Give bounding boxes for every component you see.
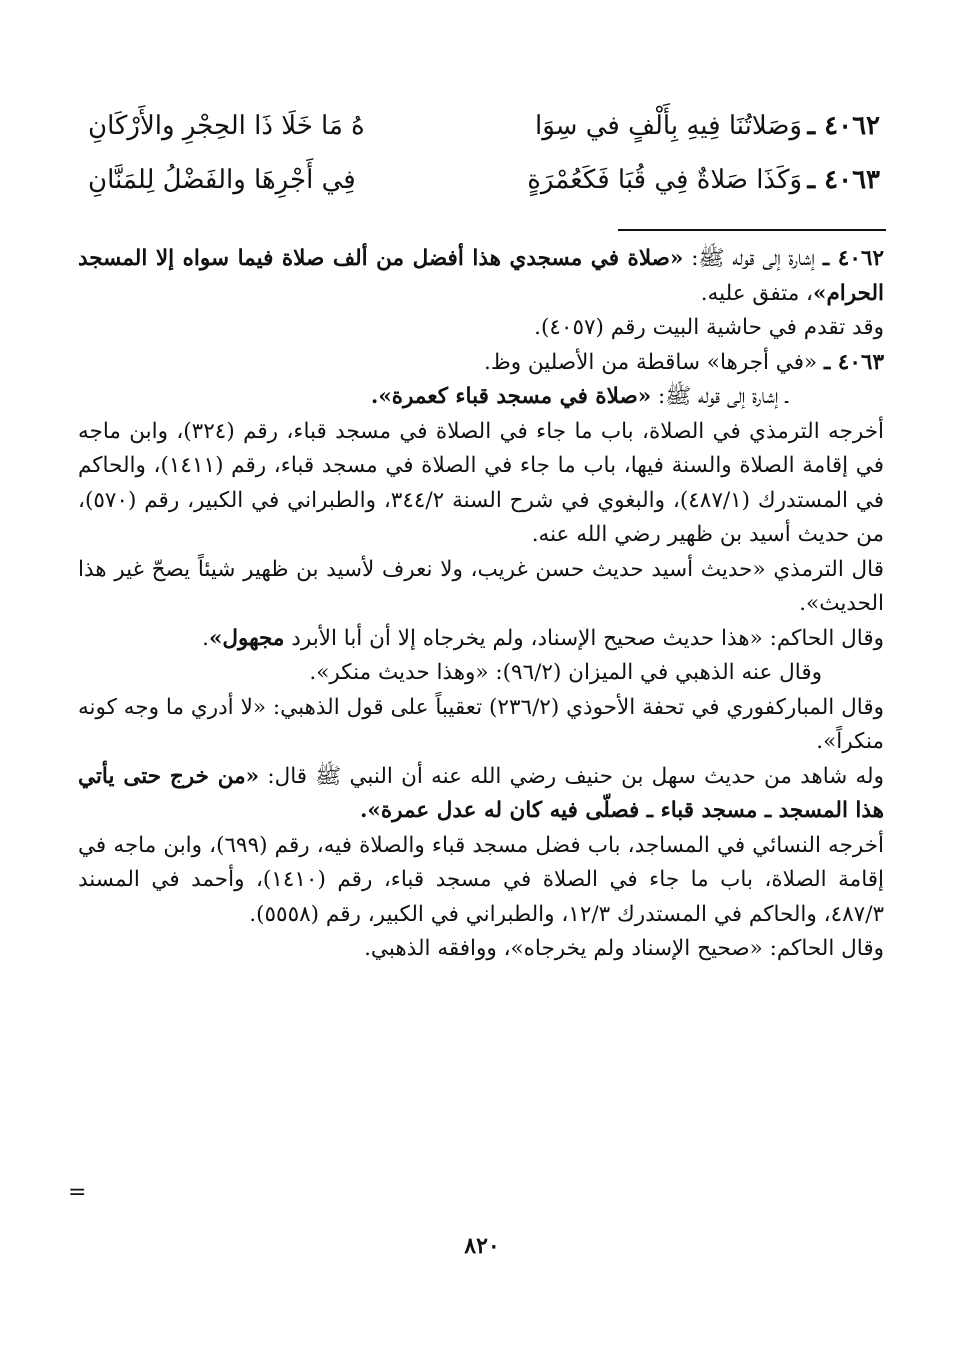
footnote-4063 [78, 346, 884, 381]
manuscript-note: «في أجرها» ساقطة من الأصلين وظ. [484, 349, 818, 375]
hakim-quote: وقال الحاكم: «هذا حديث صحيح الإسناد، ولم يخرجاه إلا أن أبا الأبرد مجهول». [202, 625, 884, 651]
shahid-intro: وله شاهد من حديث سهل بن حنيف رضي الله عنه أن النبي ﷺ قال: [259, 763, 884, 789]
hakim-quote-bold: مجهول» [208, 625, 285, 651]
tirmidhi-quote: قال الترمذي «حديث أسيد حديث حسن غريب، ولا نعرف لأسيد بن ظهير شيئاً يصحّ غير هذا الحديث». [78, 556, 884, 616]
hakim-quote-2: وقال الحاكم: «صحيح الإسناد ولم يخرجاه»، ووافقه الذهبي. [364, 936, 884, 961]
verse-first-hemistich: وَكَذَا صَلاةٌ فِي قُبَا فَكَعُمْرَةٍ [527, 165, 802, 195]
mubarakfuri-quote: وقال المباركفوري في تحفة الأحوذي (٢٣٦/٢) تعقيباً على قول الذهبي: «لا أدري ما وجه كونه منكراً». [78, 694, 884, 754]
footnote-reference: وقد تقدم في حاشية البيت رقم (٤٠٥٧). [534, 315, 884, 340]
footnote-hadith-line [78, 380, 884, 415]
footnote-4062 [78, 242, 884, 311]
verse-4062 [88, 106, 880, 146]
footnotes [78, 242, 884, 967]
shahid-hadith: «من خرج حتى يأتي هذا المسجد ـ مسجد قباء ـ فصلّى فيه كان له عدل عمرة». [78, 763, 884, 823]
hakim-quote-text: وقال الحاكم: «هذا حديث صحيح الإسناد، ولم يخرجاه إلا أن أبا الأبرد [284, 625, 884, 651]
footnote-number: ٤٠٦٢ ـ [822, 246, 884, 271]
shahid-paragraph [78, 760, 884, 829]
footnote-number: ٤٠٦٣ ـ [824, 349, 884, 375]
verse-first-hemistich: وَصَلاتُنَا فِيهِ بِأَلْفٍ في سِوَا [535, 111, 802, 141]
hadith-text: «صلاة في مسجد قباء كعمرة». [370, 384, 652, 409]
footnote-tail: ، متفق عليه. [700, 280, 813, 306]
takhrij-paragraph: أخرجه الترمذي في الصلاة، باب ما جاء في الصلاة في مسجد قباء، رقم (٣٢٤)، وابن ماجه في إقامة الصلاة والسنة فيها، باب ما جاء في الصلاة في مسجد قباء، رقم (١٤١١)، والحاكم في المستدرك (٤٨٧/١)، والبغوي في شرح السنة ٣٤٤/٢، والطبراني في الكبير، رقم (٥٧٠)، من حديث أسيد بن ظهير رضي الله عنه. [78, 418, 884, 547]
verse-second-hemistich: هُ مَا خَلَا ذَا الحِجْرِ والأَرْكَانِ [88, 111, 365, 141]
footnote-intro: إشارة إلى قوله ﷺ: [683, 246, 815, 271]
verse-second-hemistich: فِي أَجْرِهَا والفَضْلُ لِلمَنَّانِ [88, 165, 356, 195]
page-number: ٨٢٠ [464, 1233, 500, 1259]
dhahabi-quote: وقال عنه الذهبي في الميزان (٩٦/٢): «وهذا حديث منكر». [309, 660, 822, 685]
verse-number: ٤٠٦٢ ـ [807, 111, 880, 141]
verse-number: ٤٠٦٣ ـ [807, 165, 880, 195]
continuation-mark: = [68, 1180, 87, 1205]
verse-4063 [88, 160, 880, 200]
footnote-intro: ـ إشارة إلى قوله ﷺ: [651, 384, 788, 409]
hadith-text: «صلاة في مسجدي هذا أفضل من ألف صلاة فيما سواه إلا المسجد الحرام» [78, 246, 884, 306]
takhrij-paragraph-2: أخرجه النسائي في المساجد، باب فضل مسجد قباء والصلاة فيه، رقم (٦٩٩)، وابن ماجه في إقامة الصلاة، باب ما جاء في الصلاة في مسجد قباء، رقم (١٤١٠)، وأحمد في المسند ٤٨٧/٣، والحاكم في المستدرك ١٢/٣، والطبراني في الكبير، رقم (٥٥٥٨). [78, 832, 884, 927]
footnote-separator [618, 229, 886, 231]
